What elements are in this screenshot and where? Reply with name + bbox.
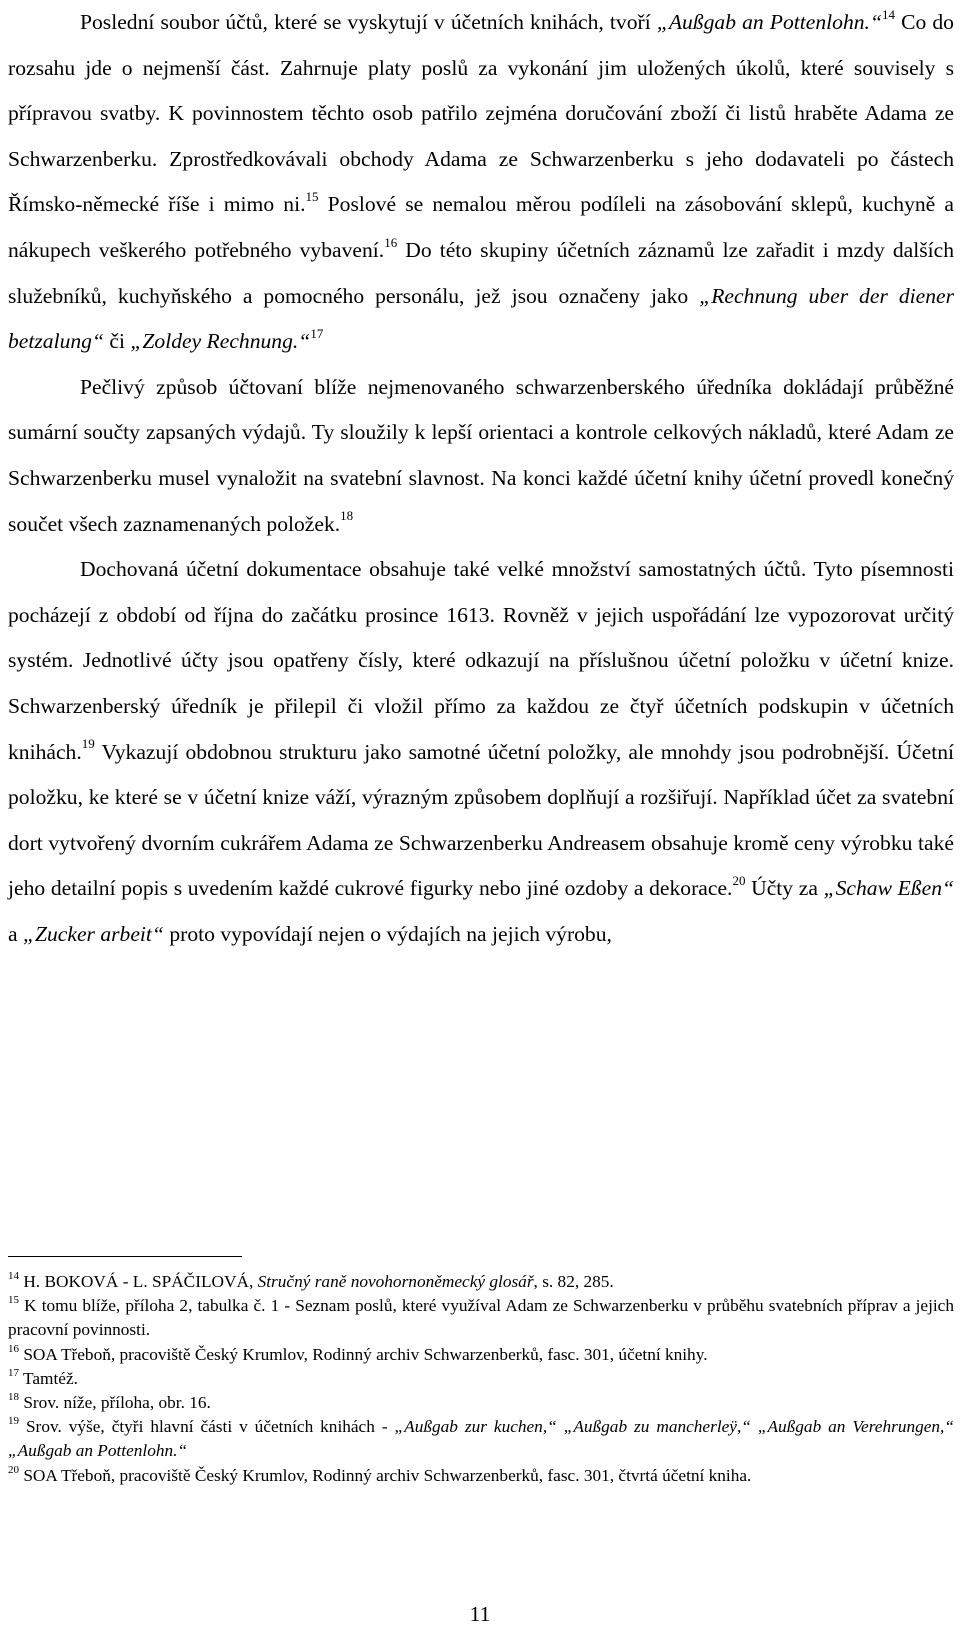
footnote-divider — [8, 1256, 242, 1257]
text-run: či — [103, 329, 131, 354]
text-run: proto vypovídají nejen o výdajích na jejich výrobu, — [163, 921, 612, 946]
body-text — [8, 0, 954, 957]
text-run: Účty za — [745, 876, 824, 901]
footnote-17 — [8, 1367, 954, 1391]
text-run: Poslední soubor účtů, které se vyskytují v účetních knihách, tvoří — [80, 10, 657, 34]
text-run: Srov. níže, příloha, obr. 16. — [19, 1393, 211, 1413]
footnotes — [8, 1270, 954, 1488]
footnote-ref: 17 — [310, 325, 324, 341]
book-title: Stručný raně novohornoněmecký glosář — [257, 1272, 534, 1291]
footnote-number: 18 — [8, 1391, 19, 1404]
italic-term: „Rechnung uber der diener betzalung“ — [8, 283, 954, 354]
italic-term: „Schaw Eßen“ — [823, 876, 954, 901]
italic-term: „Außgab zur kuchen,“ „Außgab zu mancherleÿ,“ „Außgab an Verehrungen,“ „Außgab an Pottenlohn.“ — [8, 1417, 954, 1461]
footnote-number: 17 — [8, 1367, 19, 1380]
footnote-15 — [8, 1294, 954, 1342]
footnote-number: 14 — [8, 1270, 19, 1283]
footnote-ref: 15 — [305, 189, 319, 205]
text-run: Dochovaná účetní dokumentace obsahuje také velké množství samostatných účtů. Tyto písemnosti pocházejí z období od října do začátku prosince 1613. Rovněž v jejich uspořádání lze vypozorovat určitý systém. Jednotlivé účty jsou opatřeny čísly, které odkazují na příslušnou účetní položku v účetní knize. Schwarzenberský úředník je přilepil či vložil přímo za každou ze čtyř účetních podskupin v účetních knihách. — [8, 557, 954, 764]
text-run: Co do rozsahu jde o nejmenší část. Zahrnuje platy poslů za vykonání jim uložených úkolů, které souvisely s přípravou svatby. K povinnostem těchto osob patřilo zejména doručování zboží či listů hraběte Adama ze Schwarzenberku. Zprostředkovávali obchody Adama ze Schwarzenberku s jeho dodavateli po částech Římsko-německé říše i mimo ni. — [8, 10, 954, 217]
italic-term: „Zoldey Rechnung.“ — [130, 329, 311, 354]
footnote-number: 15 — [8, 1294, 19, 1307]
footnote-14 — [8, 1270, 954, 1294]
text-run: Tamtéž. — [19, 1368, 78, 1388]
author-name: OKOVÁ — [55, 1272, 119, 1291]
paragraph-3 — [8, 547, 954, 957]
text-run: Pečlivý způsob účtovaní blíže nejmenovaného schwarzenberského úředníka dokládají průběžné sumární součty zapsaných výdajů. Ty sloužily k lepší orientaci a kontrole celkových nákladů, které Adam ze Schwarzenberku musel vynaložit na svatební slavnost. Na konci každé účetní knihy účetní provedl konečný součet všech zaznamenaných položek. — [8, 374, 954, 536]
footnote-20 — [8, 1464, 954, 1488]
footnote-number: 16 — [8, 1342, 19, 1355]
footnote-ref: 20 — [732, 873, 746, 889]
footnote-number: 19 — [8, 1415, 19, 1428]
footnote-19 — [8, 1415, 954, 1463]
footnote-ref: 18 — [340, 508, 354, 524]
text-run: Poslové se nemalou měrou podíleli na zásobování sklepů, kuchyně a nákupech veškerého potřebného vybavení. — [8, 192, 954, 262]
footnote-18 — [8, 1391, 954, 1415]
text-run: SOA Třeboň, pracoviště Český Krumlov, Rodinný archiv Schwarzenberků, fasc. 301, účetní knihy. — [19, 1344, 708, 1364]
paragraph-1 — [8, 0, 954, 365]
author-name: PÁČILOVÁ — [161, 1272, 249, 1291]
text-run: , — [248, 1272, 258, 1291]
footnote-ref: 14 — [881, 6, 895, 22]
text-run: , s. 82, 285. — [533, 1272, 614, 1291]
footnote-number: 20 — [8, 1463, 19, 1476]
text-run: Srov. výše, čtyři hlavní části v účetních knihách - — [19, 1417, 395, 1437]
text-run: K tomu blíže, příloha 2, tabulka č. 1 - Seznam poslů, které využíval Adam ze Schwarzenberku v průběhu svatebních příprav a jejich pracovní povinnosti. — [8, 1296, 954, 1340]
text-run: H. B — [19, 1272, 56, 1291]
footnote-ref: 16 — [384, 234, 398, 250]
italic-term: „Zucker arbeit“ — [22, 921, 164, 946]
footnote-ref: 19 — [81, 736, 95, 752]
page-number: 11 — [469, 1602, 491, 1626]
text-run: Do této skupiny účetních záznamů lze zařadit i mzdy dalších služebníků, kuchyňského a pomocného personálu, jež jsou označeny jako — [8, 237, 954, 308]
text-run: a — [8, 921, 23, 946]
text-run: Vykazují obdobnou strukturu jako samotné účetní položky, ale mnohdy jsou podrobnější. Účetní položku, ke které se v účetní knize váží, výrazným způsobem doplňují a rozšiřují. Například účet za svatební dort vytvořený dvorním cukrářem Adama ze Schwarzenberku Andreasem obsahuje kromě ceny výrobku také jeho detailní popis s uvedením každé cukrové figurky nebo jiné ozdoby a dekorace. — [8, 739, 954, 901]
footnote-16 — [8, 1343, 954, 1367]
italic-term: „Außgab an Pottenlohn.“ — [656, 10, 882, 34]
text-run: - L. S — [118, 1272, 162, 1291]
paragraph-2 — [8, 365, 954, 547]
text-run: SOA Třeboň, pracoviště Český Krumlov, Rodinný archiv Schwarzenberků, fasc. 301, čtvrtá účetní kniha. — [19, 1465, 752, 1485]
